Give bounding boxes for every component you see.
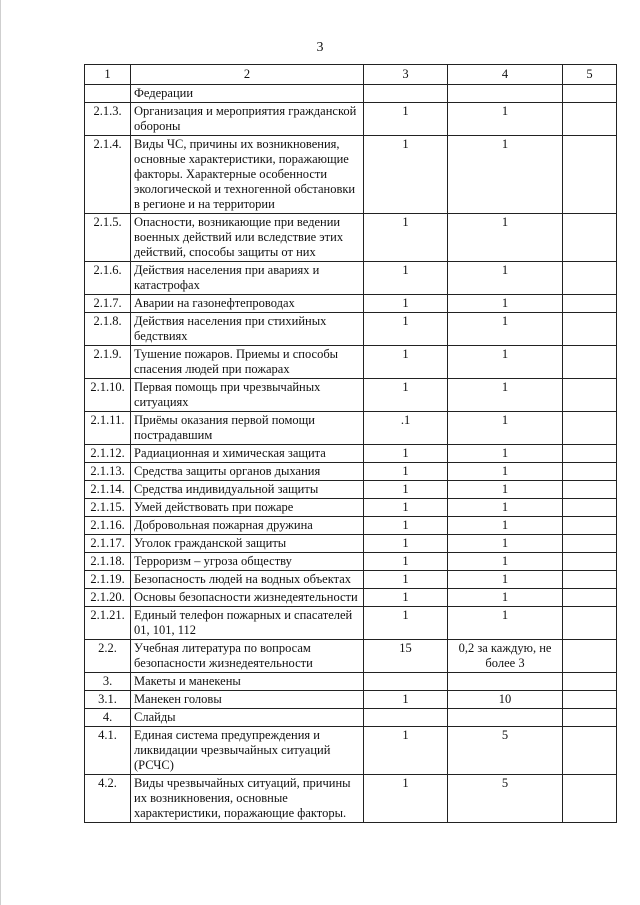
table-row [85, 589, 617, 607]
row-number: 2.1.12. [85, 445, 131, 463]
row-norm [448, 673, 563, 691]
table-row [85, 775, 617, 823]
table-row [85, 571, 617, 589]
table-row [85, 727, 617, 775]
row-note [563, 727, 617, 775]
row-name: Основы безопасности жизнедеятельности [131, 589, 364, 607]
row-number: 4.2. [85, 775, 131, 823]
row-quantity: 1 [364, 775, 448, 823]
row-name: Первая помощь при чрезвычайных ситуациях [131, 379, 364, 412]
row-note [563, 412, 617, 445]
row-number: 2.2. [85, 640, 131, 673]
row-number: 4.1. [85, 727, 131, 775]
row-norm: 1 [448, 412, 563, 445]
row-number: 2.1.8. [85, 313, 131, 346]
row-norm: 1 [448, 553, 563, 571]
page-number: 3 [316, 40, 324, 55]
row-number: 2.1.3. [85, 103, 131, 136]
row-note [563, 709, 617, 727]
header-col-1: 1 [85, 65, 131, 85]
row-norm: 1 [448, 517, 563, 535]
table-row [85, 85, 617, 103]
row-norm: 1 [448, 379, 563, 412]
row-number: 2.1.5. [85, 214, 131, 262]
row-number: 2.1.17. [85, 535, 131, 553]
row-norm: 1 [448, 214, 563, 262]
table-row [85, 499, 617, 517]
row-quantity: 1 [364, 571, 448, 589]
table-row [85, 553, 617, 571]
row-norm: 0,2 за каждую, не более 3 [448, 640, 563, 673]
row-quantity: 1 [364, 262, 448, 295]
row-norm: 1 [448, 571, 563, 589]
row-norm: 1 [448, 313, 563, 346]
row-name: Средства индивидуальной защиты [131, 481, 364, 499]
row-note [563, 691, 617, 709]
row-norm: 1 [448, 499, 563, 517]
row-name: Приёмы оказания первой помощи пострадавшим [131, 412, 364, 445]
table-row [85, 691, 617, 709]
row-note [563, 463, 617, 481]
row-norm: 1 [448, 463, 563, 481]
row-norm: 1 [448, 136, 563, 214]
table-row [85, 214, 617, 262]
row-note [563, 535, 617, 553]
row-quantity: 1 [364, 481, 448, 499]
table-row [85, 136, 617, 214]
row-name: Единая система предупреждения и ликвидации чрезвычайных ситуаций (РСЧС) [131, 727, 364, 775]
row-name: Опасности, возникающие при ведении военных действий или вследствие этих действий, способы защиты от них [131, 214, 364, 262]
row-norm: 5 [448, 775, 563, 823]
row-norm: 1 [448, 589, 563, 607]
table-row [85, 262, 617, 295]
table-row [85, 295, 617, 313]
row-name: Макеты и манекены [131, 673, 364, 691]
table-row [85, 412, 617, 445]
table-row [85, 445, 617, 463]
row-note [563, 136, 617, 214]
row-note [563, 517, 617, 535]
row-note [563, 571, 617, 589]
row-number: 2.1.13. [85, 463, 131, 481]
table-row [85, 481, 617, 499]
row-name: Слайды [131, 709, 364, 727]
table-row [85, 103, 617, 136]
row-name: Тушение пожаров. Приемы и способы спасения людей при пожарах [131, 346, 364, 379]
row-quantity [364, 85, 448, 103]
row-note [563, 775, 617, 823]
row-quantity: 1 [364, 379, 448, 412]
row-quantity: 1 [364, 313, 448, 346]
row-quantity: 1 [364, 214, 448, 262]
row-quantity: 1 [364, 346, 448, 379]
row-name: Манекен головы [131, 691, 364, 709]
row-name: Безопасность людей на водных объектах [131, 571, 364, 589]
header-col-5: 5 [563, 65, 617, 85]
row-name: Терроризм – угроза обществу [131, 553, 364, 571]
row-note [563, 313, 617, 346]
row-number: 2.1.21. [85, 607, 131, 640]
row-note [563, 673, 617, 691]
row-norm: 1 [448, 607, 563, 640]
row-number: 4. [85, 709, 131, 727]
row-number: 2.1.10. [85, 379, 131, 412]
row-name: Виды ЧС, причины их возникновения, основные характеристики, поражающие факторы. Характерные особенности экологической и техногенной обстановки в регионе и на территории [131, 136, 364, 214]
row-quantity: 1 [364, 103, 448, 136]
row-name: Федерации [131, 85, 364, 103]
row-quantity [364, 709, 448, 727]
row-number: 2.1.6. [85, 262, 131, 295]
row-note [563, 379, 617, 412]
row-norm: 1 [448, 346, 563, 379]
row-name: Виды чрезвычайных ситуаций, причины их возникновения, основные характеристики, поражающие факторы. [131, 775, 364, 823]
row-number [85, 85, 131, 103]
row-name: Умей действовать при пожаре [131, 499, 364, 517]
header-col-4: 4 [448, 65, 563, 85]
row-quantity: 1 [364, 517, 448, 535]
row-quantity: 1 [364, 727, 448, 775]
row-quantity: 1 [364, 295, 448, 313]
row-note [563, 499, 617, 517]
row-quantity: 15 [364, 640, 448, 673]
row-note [563, 589, 617, 607]
row-number: 2.1.11. [85, 412, 131, 445]
row-note [563, 607, 617, 640]
table-row [85, 535, 617, 553]
table-header [85, 65, 617, 85]
row-number: 3.1. [85, 691, 131, 709]
row-note [563, 262, 617, 295]
row-note [563, 295, 617, 313]
row-quantity: 1 [364, 463, 448, 481]
row-quantity: 1 [364, 499, 448, 517]
row-quantity: 1 [364, 136, 448, 214]
row-norm: 1 [448, 535, 563, 553]
row-name: Единый телефон пожарных и спасателей 01, 101, 112 [131, 607, 364, 640]
row-number: 2.1.18. [85, 553, 131, 571]
row-norm: 1 [448, 295, 563, 313]
row-name: Действия населения при авариях и катастрофах [131, 262, 364, 295]
row-quantity: 1 [364, 553, 448, 571]
row-norm: 10 [448, 691, 563, 709]
table-row [85, 640, 617, 673]
row-note [563, 553, 617, 571]
row-norm: 1 [448, 103, 563, 136]
row-name: Добровольная пожарная дружина [131, 517, 364, 535]
row-quantity: 1 [364, 535, 448, 553]
row-name: Действия населения при стихийных бедствиях [131, 313, 364, 346]
row-quantity: .1 [364, 412, 448, 445]
header-col-3: 3 [364, 65, 448, 85]
row-quantity [364, 673, 448, 691]
row-number: 2.1.4. [85, 136, 131, 214]
row-note [563, 103, 617, 136]
table-row [85, 346, 617, 379]
row-name: Средства защиты органов дыхания [131, 463, 364, 481]
row-number: 2.1.15. [85, 499, 131, 517]
row-norm: 1 [448, 262, 563, 295]
table-body [85, 85, 617, 823]
table-row [85, 607, 617, 640]
table-row [85, 673, 617, 691]
equipment-table [84, 64, 617, 823]
row-name: Аварии на газонефтепроводах [131, 295, 364, 313]
table-row [85, 379, 617, 412]
row-quantity: 1 [364, 445, 448, 463]
row-name: Учебная литература по вопросам безопасности жизнедеятельности [131, 640, 364, 673]
row-name: Организация и мероприятия гражданской обороны [131, 103, 364, 136]
row-note [563, 214, 617, 262]
row-norm [448, 709, 563, 727]
row-note [563, 85, 617, 103]
row-number: 3. [85, 673, 131, 691]
row-norm: 1 [448, 445, 563, 463]
row-norm: 1 [448, 481, 563, 499]
row-name: Радиационная и химическая защита [131, 445, 364, 463]
row-number: 2.1.14. [85, 481, 131, 499]
row-note [563, 481, 617, 499]
row-note [563, 640, 617, 673]
row-number: 2.1.7. [85, 295, 131, 313]
row-number: 2.1.20. [85, 589, 131, 607]
row-quantity: 1 [364, 691, 448, 709]
row-quantity: 1 [364, 607, 448, 640]
row-number: 2.1.16. [85, 517, 131, 535]
row-note [563, 445, 617, 463]
row-name: Уголок гражданской защиты [131, 535, 364, 553]
header-col-2: 2 [131, 65, 364, 85]
row-number: 2.1.9. [85, 346, 131, 379]
row-norm: 5 [448, 727, 563, 775]
table-row [85, 709, 617, 727]
row-norm [448, 85, 563, 103]
table-row [85, 517, 617, 535]
row-note [563, 346, 617, 379]
page-left-edge [0, 0, 1, 905]
row-number: 2.1.19. [85, 571, 131, 589]
table-row [85, 463, 617, 481]
row-quantity: 1 [364, 589, 448, 607]
table-row [85, 313, 617, 346]
header-row [85, 65, 617, 85]
